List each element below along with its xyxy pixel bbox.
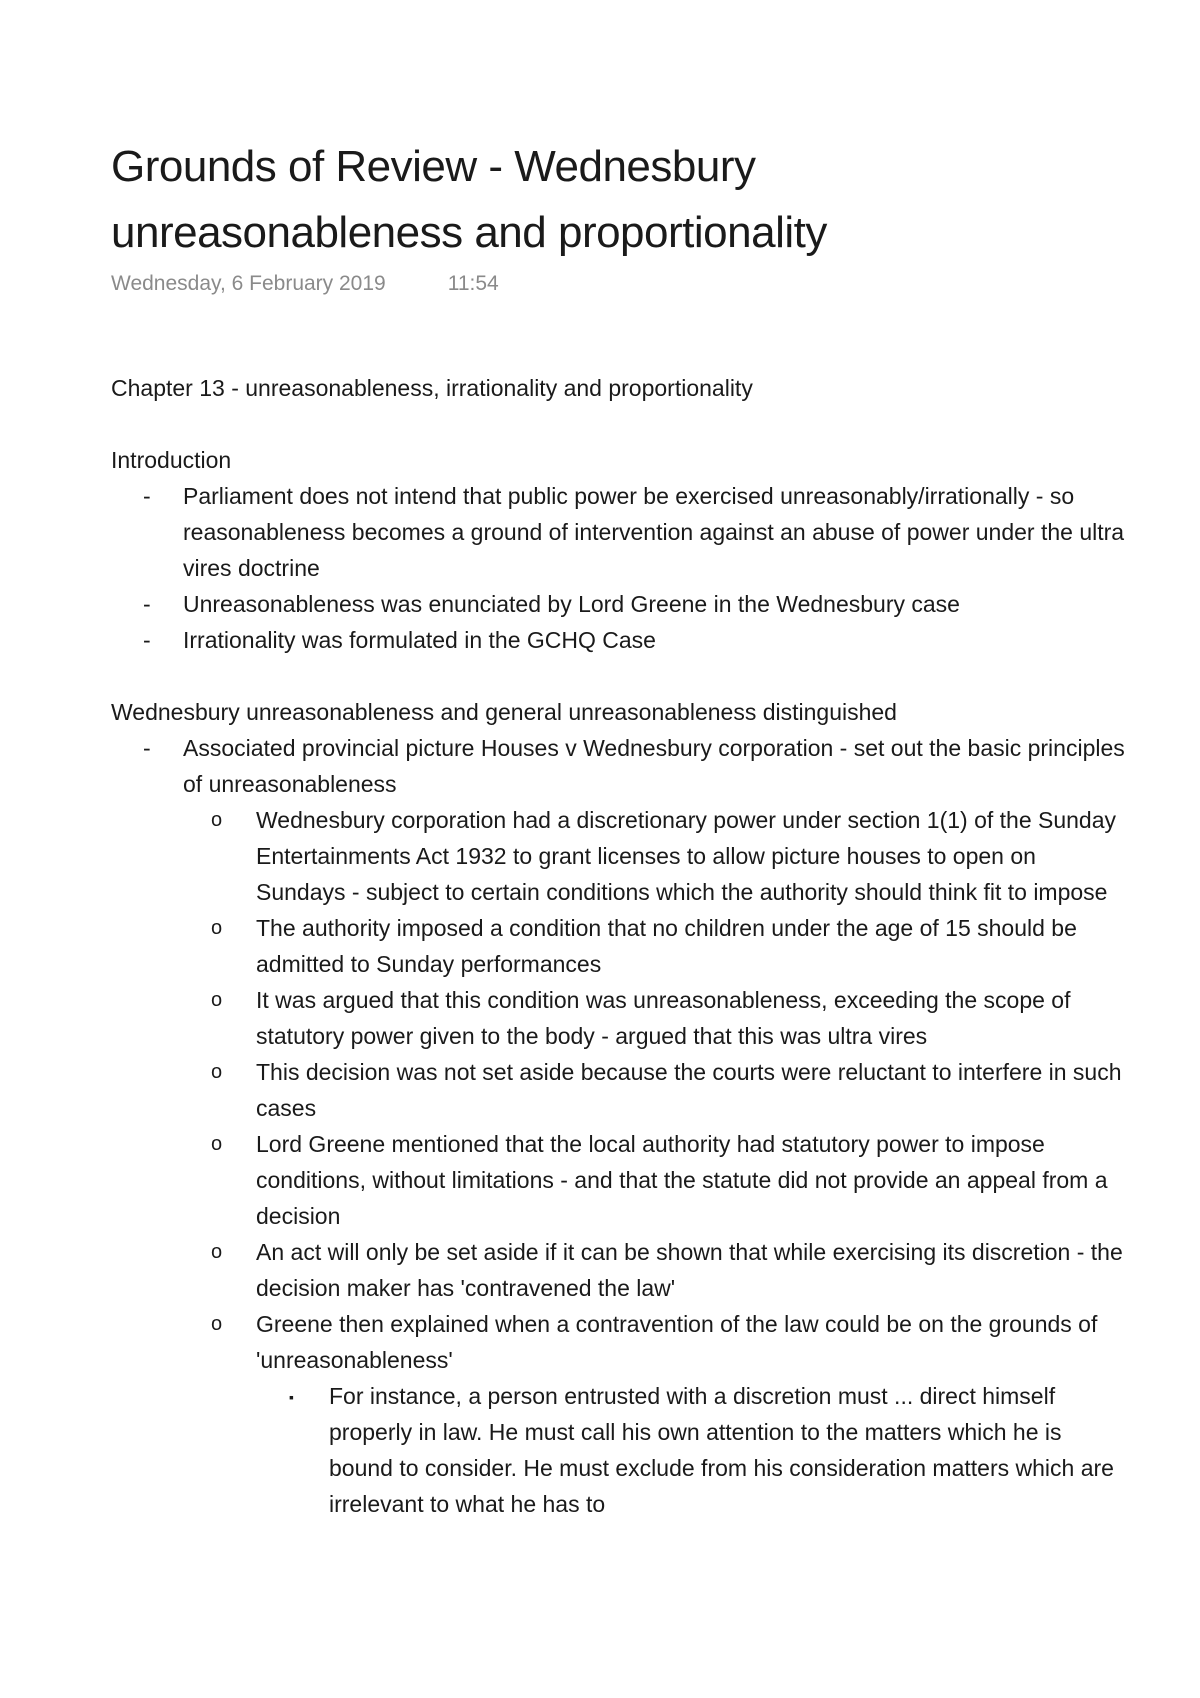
circle-bullet: o (211, 1241, 223, 1263)
page-metadata (111, 272, 499, 296)
sub-list-item-text: The authority imposed a condition that no children under the age of 15 should be admitted to Sunday performances (256, 915, 1077, 977)
sub-list-item (111, 1054, 1131, 1126)
dash-bullet: - (143, 483, 151, 509)
sub-list-item (111, 1234, 1131, 1306)
circle-bullet: o (211, 1133, 223, 1155)
list-item-text: Irrationality was formulated in the GCHQ Case (183, 627, 656, 653)
circle-bullet: o (211, 809, 223, 831)
square-bullet: ▪ (289, 1389, 294, 1405)
sub-list-item (111, 802, 1131, 910)
list-item (111, 622, 1131, 658)
circle-bullet: o (211, 1313, 223, 1335)
circle-bullet: o (211, 989, 223, 1011)
circle-bullet: o (211, 917, 223, 939)
sub-list-item (111, 982, 1131, 1054)
dash-bullet: - (143, 591, 151, 617)
introduction-list (111, 478, 1131, 658)
sub-sub-list-item (111, 1378, 1131, 1522)
sub-list-item-text: An act will only be set aside if it can be shown that while exercising its discretion - the decision maker has 'contravened the law' (256, 1239, 1123, 1301)
list-item-text: Unreasonableness was enunciated by Lord Greene in the Wednesbury case (183, 591, 960, 617)
sub-list-item-text: Greene then explained when a contravention of the law could be on the grounds of 'unreasonableness' (256, 1311, 1098, 1373)
introduction-heading: Introduction (111, 447, 232, 473)
sub-list-item-text: It was argued that this condition was unreasonableness, exceeding the scope of statutory power given to the body - argued that this was ultra vires (256, 987, 1071, 1049)
sub-list-item-text: Wednesbury corporation had a discretionary power under section 1(1) of the Sunday Entertainments Act 1932 to grant licenses to allow picture houses to open on Sundays - subject to certain conditions which the authority should think fit to impose (256, 807, 1117, 905)
sub-list-item-text: Lord Greene mentioned that the local authority had statutory power to impose conditions, without limitations - and that the statute did not provide an appeal from a decision (256, 1131, 1108, 1229)
page-title: Grounds of Review - Wednesbury unreasonableness and proportionality (111, 142, 827, 257)
list-item (111, 586, 1131, 622)
wednesbury-heading: Wednesbury unreasonableness and general unreasonableness distinguished (111, 699, 897, 725)
quote-text: For instance, a person entrusted with a discretion must ... direct himself properly in law. He must call his own attention to the matters which he is bound to consider. He must exclude from his consideration matters which are irrelevant to what he has to (329, 1383, 1114, 1517)
list-item (111, 730, 1131, 802)
list-item-text: Parliament does not intend that public power be exercised unreasonably/irrationally - so reasonableness becomes a ground of intervention against an abuse of power under the ultra vires doctrine (183, 483, 1125, 581)
chapter-heading: Chapter 13 - unreasonableness, irrationality and proportionality (111, 375, 753, 401)
wednesbury-list (111, 730, 1131, 1522)
sub-list-item (111, 1306, 1131, 1378)
list-item-text: Associated provincial picture Houses v Wednesbury corporation - set out the basic principles of unreasonableness (183, 735, 1125, 797)
spacer (111, 658, 1131, 694)
page-date: Wednesday, 6 February 2019 (111, 272, 386, 295)
circle-bullet: o (211, 1061, 223, 1083)
sub-list-item (111, 910, 1131, 982)
page-time: 11:54 (447, 272, 499, 295)
spacer (111, 406, 1131, 442)
dash-bullet: - (143, 735, 151, 761)
sub-list-item (111, 1126, 1131, 1234)
dash-bullet: - (143, 627, 151, 653)
list-item (111, 478, 1131, 586)
sub-list-item-text: This decision was not set aside because the courts were reluctant to interfere in such cases (256, 1059, 1122, 1121)
note-body (111, 370, 1131, 1585)
